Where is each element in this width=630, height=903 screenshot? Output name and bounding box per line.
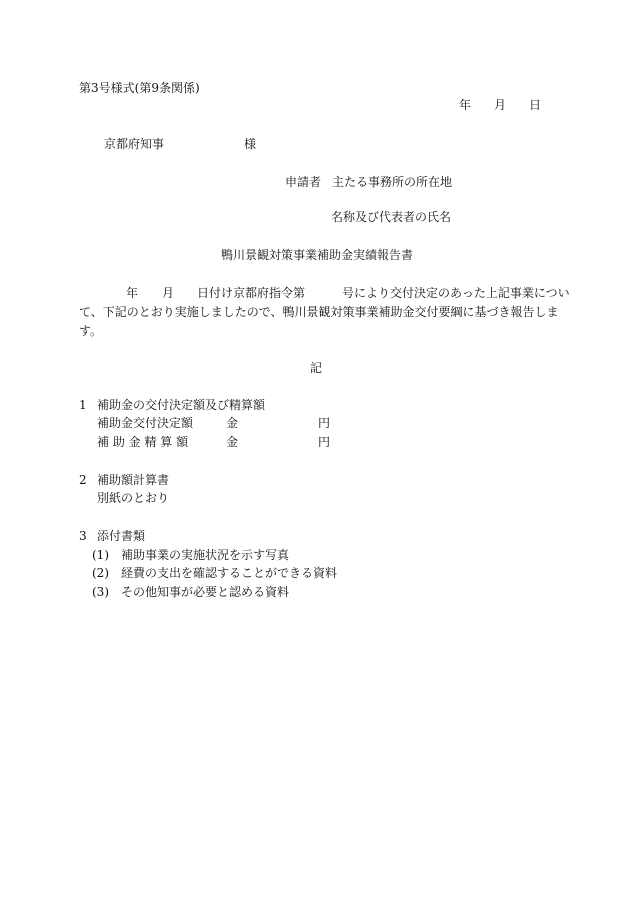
applicant-address-label: 主たる事務所の所在地 (332, 175, 453, 189)
section1-number: 1 (79, 398, 87, 412)
settled-amount-yen: 円 (318, 435, 331, 449)
section2-heading: 補助額計算書 (97, 473, 170, 487)
settled-amount-kin: 金 (226, 435, 239, 449)
attachment-item-number: (2) (92, 566, 109, 580)
body-line2: て、下記のとおり実施しましたので、鴨川景観対策事業補助金交付要綱に基づき報告しま (79, 305, 559, 319)
body-line3: す。 (79, 324, 103, 338)
body-directive-text: 日付け京都府指令第 (197, 286, 306, 300)
body-line1-rest: 号により交付決定のあった上記事業につい (342, 286, 570, 300)
form-number: 第3号様式(第9条関係) (79, 81, 200, 95)
attachment-item-text: 補助事業の実施状況を示す写真 (121, 548, 290, 562)
applicant-label: 申請者 (285, 175, 322, 189)
body-month-label: 月 (162, 286, 175, 300)
decided-amount-label: 補助金交付決定額 (97, 416, 194, 430)
addressee-name: 京都府知事 (104, 137, 165, 151)
section1-heading: 補助金の交付決定額及び精算額 (97, 398, 266, 412)
settled-amount-label: 補 助 金 精 算 額 (97, 435, 189, 449)
document-title: 鴨川景観対策事業補助金実績報告書 (221, 248, 414, 262)
date-day-label: 日 (529, 98, 542, 112)
attachment-item-text: 経費の支出を確認することができる資料 (121, 566, 338, 580)
section2-number: 2 (79, 473, 87, 487)
attachment-item-number: (3) (92, 585, 109, 599)
ki-heading: 記 (310, 361, 323, 375)
section2-text: 別紙のとおり (97, 491, 170, 505)
addressee-honorific: 様 (244, 137, 257, 151)
decided-amount-kin: 金 (226, 416, 239, 430)
applicant-name-label: 名称及び代表者の氏名 (331, 210, 452, 224)
attachment-item-text: その他知事が必要と認める資料 (121, 585, 290, 599)
date-year-label: 年 (459, 98, 472, 112)
decided-amount-yen: 円 (318, 416, 331, 430)
section3-number: 3 (79, 529, 87, 543)
attachment-item-number: (1) (92, 548, 109, 562)
section3-heading: 添付書類 (97, 529, 146, 543)
date-month-label: 月 (494, 98, 507, 112)
body-year-label: 年 (126, 286, 139, 300)
